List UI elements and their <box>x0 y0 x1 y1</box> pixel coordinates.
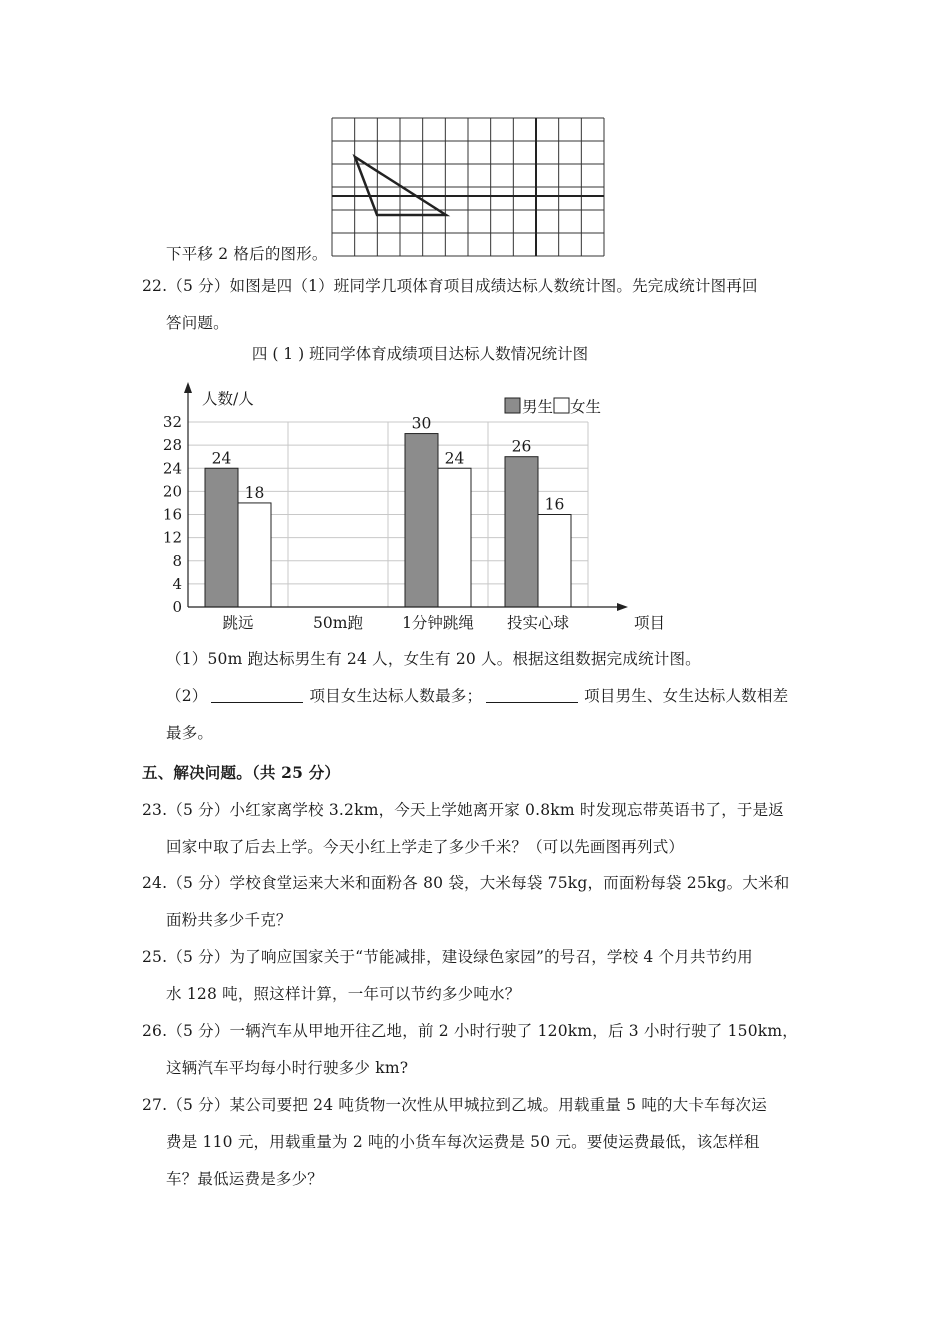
bar-value-label: 16 <box>544 495 565 514</box>
q27-line1: 27.（5 分）某公司要把 24 吨货物一次性从甲城拉到乙城。用载重量 5 吨的大卡车每次运 <box>142 1096 767 1114</box>
q26-line2: 这辆汽车平均每小时行驶多少 km? <box>166 1059 409 1077</box>
bar-boys <box>205 468 238 607</box>
bar-value-label: 24 <box>444 449 465 468</box>
x-category-label: 1分钟跳绳 <box>402 614 474 632</box>
q22-sub2-mid: 项目女生达标人数最多； <box>309 687 483 705</box>
bar-value-label: 24 <box>211 449 232 468</box>
q22-sub2-prefix: （2） <box>166 687 208 705</box>
chart-title: 四 ( 1 ) 班同学体育成绩项目达标人数情况统计图 <box>251 345 589 363</box>
y-tick-label: 8 <box>172 551 182 570</box>
grid-figure <box>330 116 606 258</box>
section5-title: 五、解决问题。（共 25 分） <box>142 763 341 782</box>
bar-boys <box>505 457 538 607</box>
bar-value-label: 18 <box>244 483 265 502</box>
q23-line1: 23.（5 分）小红家离学校 3.2km，今天上学她离开家 0.8km 时发现忘带英语书了，于是返 <box>142 801 785 819</box>
q27-line3: 车？最低运费是多少？ <box>166 1170 324 1188</box>
bar-value-label: 26 <box>511 437 532 456</box>
y-tick-label: 4 <box>172 574 182 593</box>
x-category-label: 投实心球 <box>506 614 570 632</box>
q22-sub2-suffix: 项目男生、女生达标人数相差 <box>584 687 789 705</box>
y-tick-label: 32 <box>162 413 182 431</box>
q23-line2: 回家中取了后去上学。今天小红上学走了多少千米？（可以先画图再列式） <box>166 838 685 856</box>
bar-value-label: 30 <box>411 414 432 433</box>
answer-blank-1[interactable] <box>211 688 303 703</box>
bar-boys <box>405 434 438 607</box>
q22-line2: 答问题。 <box>166 314 229 332</box>
y-tick-label: 24 <box>162 459 182 478</box>
q22-line1: 22.（5 分）如图是四（1）班同学几项体育项目成绩达标人数统计图。先完成统计图再回 <box>142 277 758 295</box>
y-tick-label: 20 <box>162 482 182 501</box>
legend-swatch-boys <box>505 398 520 413</box>
legend-label-boys: 男生 <box>522 398 554 416</box>
bar-girls <box>438 468 471 607</box>
legend-swatch-girls <box>554 398 569 413</box>
x-axis-arrow <box>617 603 628 611</box>
answer-blank-2[interactable] <box>486 688 578 703</box>
q22-sub2 <box>166 684 788 706</box>
legend-label-girls: 女生 <box>570 398 602 416</box>
q25-line2: 水 128 吨，照这样计算，一年可以节约多少吨水？ <box>166 985 521 1003</box>
y-tick-label: 16 <box>162 505 182 524</box>
chart-legend <box>505 398 601 416</box>
q22-sub1: （1）50m 跑达标男生有 24 人，女生有 20 人。根据这组数据完成统计图。 <box>166 650 701 668</box>
y-axis-arrow <box>184 382 192 393</box>
q24-line1: 24.（5 分）学校食堂运来大米和面粉各 80 袋，大米每袋 75kg，而面粉每袋 25kg。大米和 <box>142 874 790 892</box>
q22-sub2-end: 最多。 <box>166 724 214 742</box>
bar-chart <box>160 338 680 638</box>
y-tick-label: 28 <box>162 436 182 455</box>
bar-girls <box>538 515 571 608</box>
y-tick-label: 12 <box>162 528 182 547</box>
x-category-label: 跳远 <box>222 614 254 632</box>
bar-girls <box>238 503 271 607</box>
x-category-label: 50m跑 <box>313 614 363 632</box>
q25-line1: 25.（5 分）为了响应国家关于“节能减排，建设绿色家园”的号召，学校 4 个月共节约用 <box>142 948 753 966</box>
q21-tail-text: 下平移 2 格后的图形。 <box>166 245 328 263</box>
y-tick-label: 0 <box>172 598 182 616</box>
q26-line1: 26.（5 分）一辆汽车从甲地开往乙地，前 2 小时行驶了 120km，后 3 小时行驶了 150km， <box>142 1022 798 1040</box>
y-axis-label: 人数/人 <box>202 390 254 408</box>
q27-line2: 费是 110 元，用载重量为 2 吨的小货车每次运费是 50 元。要使运费最低，该怎样租 <box>166 1133 760 1151</box>
x-axis-label: 项目 <box>634 614 666 632</box>
q24-line2: 面粉共多少千克？ <box>166 911 292 929</box>
